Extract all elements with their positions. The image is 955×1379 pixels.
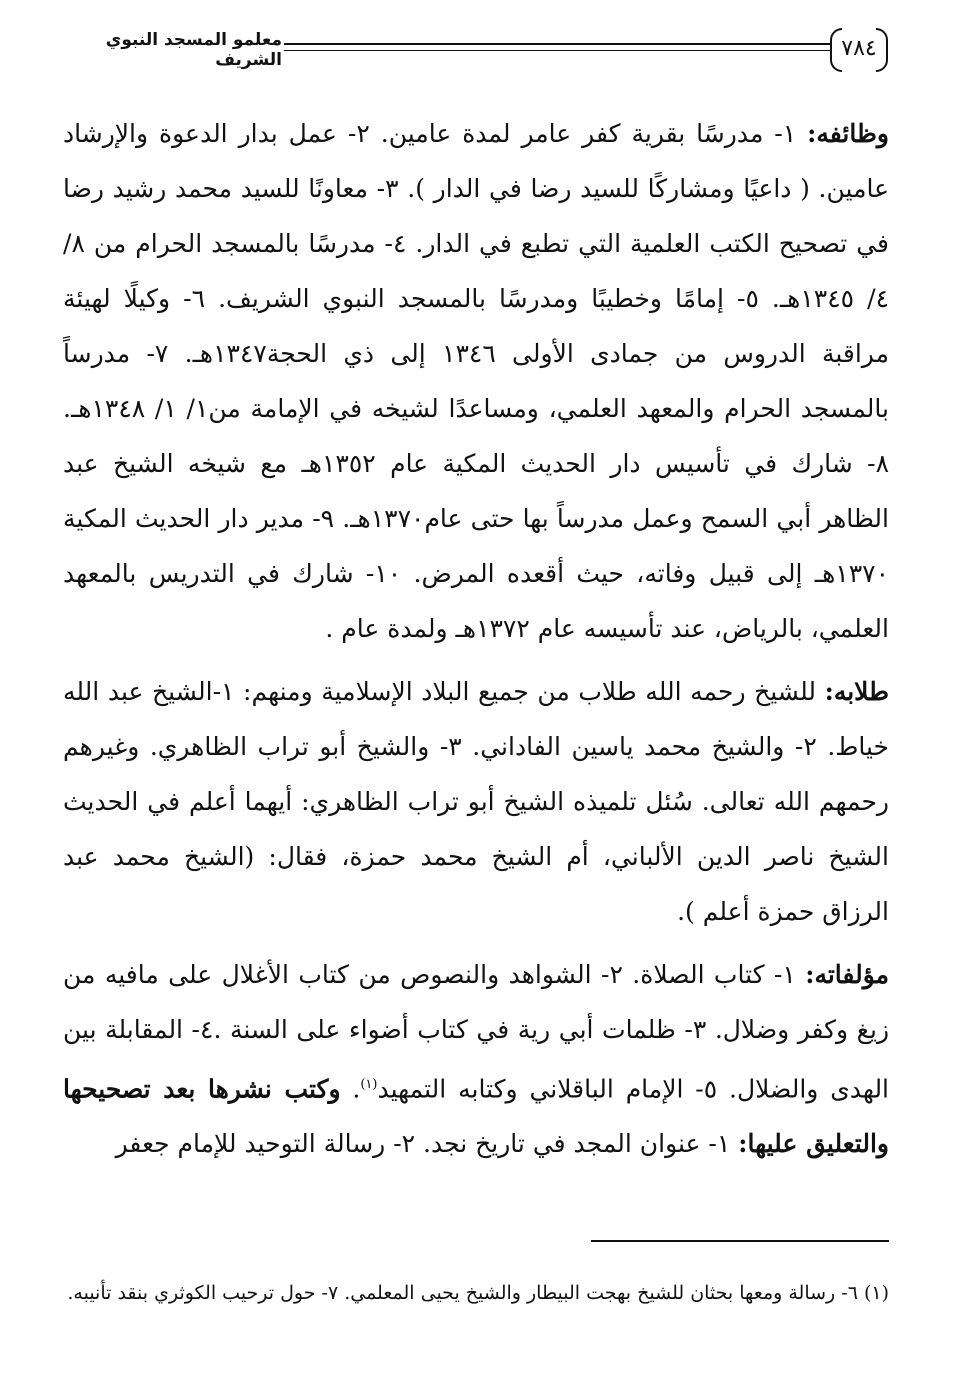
bracket-right [876, 28, 888, 72]
footnote: (١) ٦- رسالة ومعها بحثان للشيخ بهجت البيطار والشيخ يحيى المعلمي. ٧- حول ترحيب الكوثري بنقد تأنيبه. [67, 1282, 889, 1304]
paragraph-body: للشيخ رحمه الله طلاب من جميع البلاد الإسلامية ومنهم: ١-الشيخ عبد الله خياط. ٢- والشيخ محمد ياسين الفاداني. ٣- والشيخ أبو تراب الظاهري. وغيرهم رحمهم الله تعالى. سُئل تلميذه الشيخ أبو تراب الظاهري: أيهما أعلم في الحديث الشيخ ناصر الدين الألباني، أم الشيخ محمد حمزة، فقال: (الشيخ محمد عبد الرزاق حمزة أعلم ). [63, 677, 889, 926]
paragraph-heading: طلابه: [824, 677, 889, 706]
paragraph-subheading: وكتب نشرها بعد تصحيحها والتعليق عليها: [63, 1074, 889, 1159]
paragraph-duties [63, 106, 889, 656]
page-header [60, 28, 888, 72]
paragraph-body: ١- مدرسًا بقرية كفر عامر لمدة عامين. ٢- عمل بدار الدعوة والإرشاد عامين. ( داعيًا ومشاركًا للسيد رضا في الدار ). ٣- معاونًا للسيد محمد رشيد رضا في تصحيح الكتب العلمية التي تطبع في الدار. ٤- مدرسًا بالمسجد الحرام من ٨/ ٤/ ١٣٤٥هـ. ٥- إمامًا وخطيبًا ومدرسًا بالمسجد النبوي الشريف. ٦- وكيلًا لهيئة مراقبة الدروس من جمادى الأولى ١٣٤٦ إلى ذي الحجة١٣٤٧هـ. ٧- مدرساً بالمسجد الحرام والمعهد العلمي، ومساعدًا لشيخه في الإمامة من١/ ١/ ١٣٤٨هـ. ٨- شارك في تأسيس دار الحديث المكية عام ١٣٥٢هـ مع شيخه الشيخ عبد الظاهر أبي السمح وعمل مدرساً بها حتى عام١٣٧٠هـ. ٩- مدير دار الحديث المكية ١٣٧٠هـ إلى قبيل وفاته، حيث أقعده المرض. ١٠- شارك في التدريس بالمعهد العلمي، بالرياض، عند تأسيسه عام ١٣٧٢هـ ولمدة عام . [63, 119, 890, 643]
footnote-reference[interactable]: (١) [360, 1077, 378, 1092]
paragraph-heading: وظائفه: [807, 119, 889, 148]
paragraph-heading: مؤلفاته: [805, 960, 889, 989]
paragraph-body-cont2: ١- عنوان المجد في تاريخ نجد. ٢- رسالة التوحيد للإمام جعفر [115, 1129, 739, 1159]
main-text [63, 106, 889, 1179]
page-number: ٧٨٤ [841, 35, 877, 61]
page-number-frame [830, 28, 888, 68]
paragraph-works [63, 947, 889, 1171]
running-title: معلمو المسجد النبوي الشريف [105, 30, 282, 70]
paragraph-body: ١- كتاب الصلاة. ٢- الشواهد والنصوص من كتاب الأغلال على مافيه من زيغ وكفر وضلال. ٣- ظلمات أبي رية في كتاب أضواء على السنة .٤- المقابلة بين الهدى والضلال. ٥- الإمام الباقلاني وكتابه التمهيد [63, 960, 890, 1104]
header-rule [284, 43, 830, 51]
bracket-left [830, 28, 842, 72]
footnote-separator [591, 1240, 889, 1242]
paragraph-students [63, 664, 889, 939]
paragraph-body-cont: . [340, 1074, 361, 1104]
